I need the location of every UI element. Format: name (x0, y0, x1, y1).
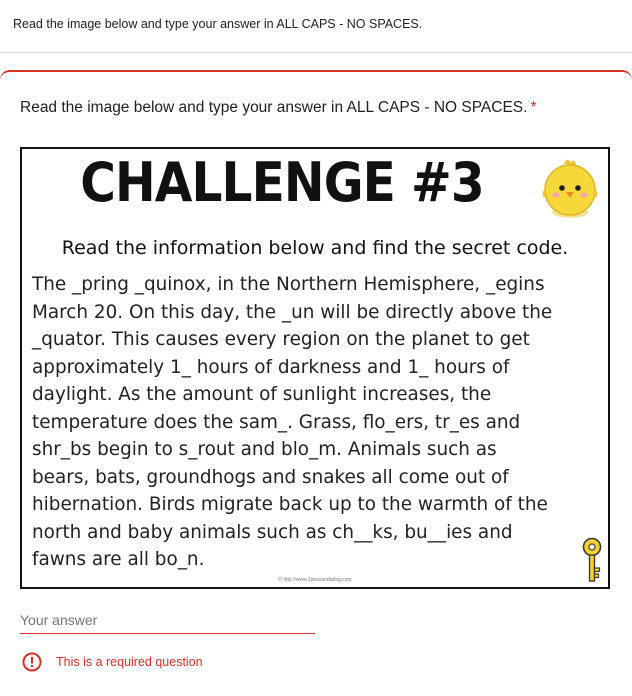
question-card (0, 70, 632, 696)
required-asterisk: * (530, 99, 537, 116)
error-icon (22, 652, 42, 672)
challenge-title: CHALLENGE #3 (80, 151, 484, 214)
passage-line: north and baby animals such as ch__ks, bu__ies and (32, 521, 513, 543)
challenge-image (20, 147, 610, 589)
answer-input[interactable] (20, 607, 315, 634)
image-credit: © http://www.2peasandadog.com (278, 577, 352, 583)
top-instruction: Read the image below and type your answer in ALL CAPS - NO SPACES. (13, 17, 423, 31)
passage-line: March 20. On this day, the _un will be directly above the (32, 301, 553, 323)
passage-line: hibernation. Birds migrate back up to the warmth of the (32, 494, 548, 515)
passage-line: temperature does the sam_. Grass, flo_ers, tr_es and (32, 411, 521, 433)
challenge-instruction: Read the information below and find the secret code. (61, 237, 569, 259)
chick-icon (536, 154, 604, 222)
passage-line: shr_bs begin to s_rout and blo_m. Animals such as (32, 439, 497, 460)
passage-line: fawns are all bo_n. (32, 549, 205, 570)
error-message: This is a required question (56, 655, 203, 669)
challenge-passage (32, 271, 594, 574)
question-title-text: Read the image below and type your answer in ALL CAPS - NO SPACES. (20, 99, 528, 116)
passage-line: _quator. This causes every region on the planet to get (32, 329, 530, 350)
header-divider (0, 52, 632, 53)
passage-line: bears, bats, groundhogs and snakes all come out of (32, 466, 509, 488)
passage-line: daylight. As the amount of sunlight increases, the (32, 384, 492, 405)
passage-line: approximately 1_ hours of darkness and 1_ hours of (32, 356, 510, 378)
question-title (20, 99, 537, 117)
passage-line: The _pring _quinox, in the Northern Hemisphere, _egins (32, 274, 545, 295)
